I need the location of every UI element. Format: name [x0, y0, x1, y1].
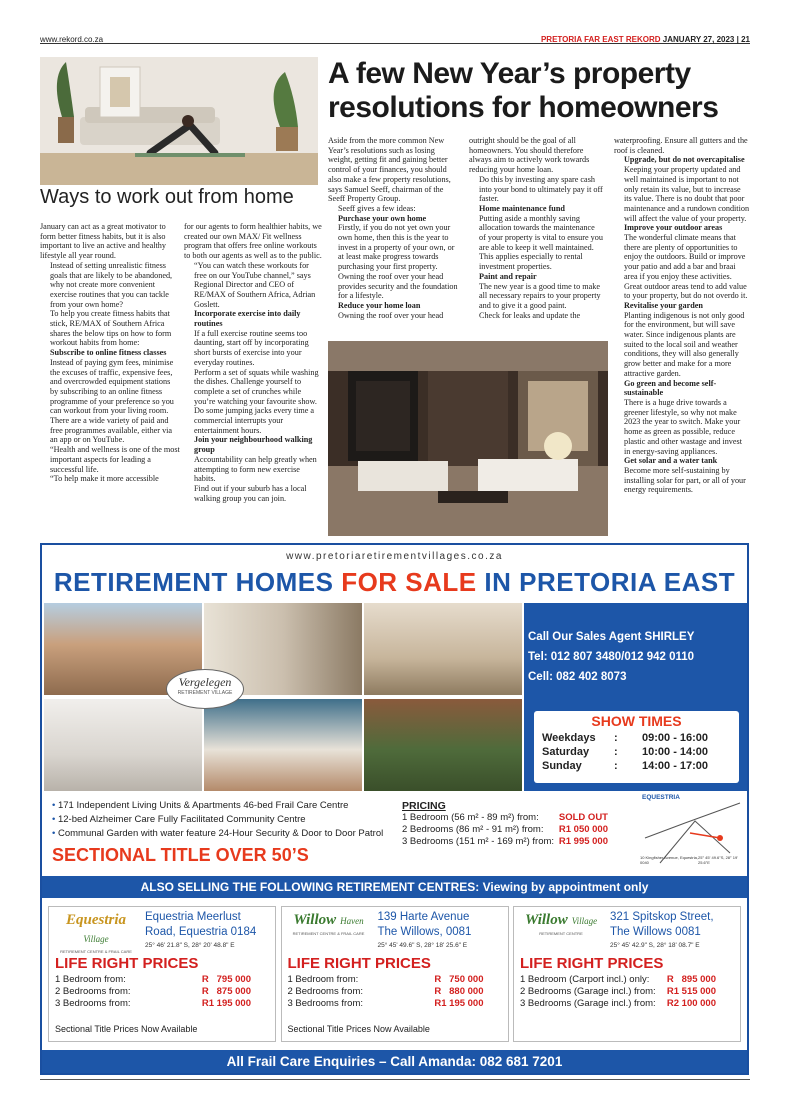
centre-price-label: 3 Bedrooms from: [55, 998, 131, 1009]
subheading: Purchase your own home [338, 213, 427, 223]
centre-card [513, 906, 741, 1042]
right-article-col2 [469, 136, 603, 336]
frail-care-footer: All Frail Care Enquiries – Call Amanda: 082 681 7201 [42, 1050, 747, 1073]
subheading: Upgrade, but do not overcapitalise [624, 155, 745, 165]
location-map [640, 793, 746, 869]
ad-photo-3 [364, 603, 522, 695]
centre-price-row [55, 974, 251, 986]
centre-price-value: R1 195 000 [201, 998, 251, 1009]
centre-price-value: R 880 000 [434, 986, 484, 997]
centre-note: Sectional Title Prices Now Available [55, 1024, 198, 1034]
site-url: www.rekord.co.za [40, 35, 104, 44]
paragraph: Owning the roof over your head [338, 310, 444, 320]
show-time-row [542, 745, 731, 759]
right-headline-line1: A few New Year’s property [328, 57, 691, 90]
ad-title-part3: IN PRETORIA EAST [476, 567, 736, 597]
subheading: Paint and repair [479, 271, 537, 281]
bullet-text: Communal Garden with water feature 24-Hour Security & Door to Door Patrol [57, 828, 384, 839]
logo-sub: RETIREMENT VILLAGE [177, 690, 233, 696]
show-day: Weekdays [542, 732, 596, 744]
subheading: Incorporate exercise into daily routines [194, 309, 301, 329]
centre-price-label: 1 Bedroom from: [55, 974, 126, 985]
feature-bullets [52, 799, 402, 841]
vergelegen-logo [166, 669, 244, 709]
paragraph: Do this by investing any spare cash into your bond to ultimately pay it off faster. [479, 174, 603, 204]
bullet-text: 171 Independent Living Units & Apartments 46-bed Frail Care Centre [57, 800, 349, 811]
show-times-box [534, 711, 739, 783]
centre-price-label: 3 Bedrooms (Garage incl.) from: [520, 998, 656, 1009]
centre-logo [288, 911, 370, 947]
centre-name-line1: Equestria Meerlust [145, 911, 241, 923]
paragraph: waterproofing. Ensure all gutters and the roof is cleaned. [614, 136, 748, 155]
contact-panel [524, 603, 747, 791]
yoga-photo [40, 57, 318, 185]
subheading: Join your neighbourhood walking group [194, 435, 313, 455]
logo-name: Vergelegen [178, 675, 232, 689]
bullet-dot: • [52, 800, 58, 811]
show-times-list [534, 729, 739, 775]
pricing-label: 1 Bedroom (56 m² - 89 m²) from: [402, 812, 539, 823]
centre-name-line1: 321 Spitskop Street, [610, 911, 714, 923]
paragraph: Do some jumping jacks every time a commercial interrupts your entertainment hours. [194, 406, 315, 435]
left-headline: Ways to work out from home [40, 186, 294, 208]
page-info [541, 35, 750, 44]
subheading: Reduce your home loan [338, 300, 421, 310]
centre-logo-tag: RETIREMENT CENTRE [539, 931, 583, 936]
paragraph: There are a wide variety of paid and free programmes available, either via an app or on YouTube. [50, 416, 173, 445]
left-article-col1 [40, 222, 180, 542]
centre-price-label: 3 Bedrooms from: [287, 998, 363, 1009]
contact-tel[interactable]: Tel: 012 807 3480/012 942 0110 [528, 651, 695, 663]
ad-url[interactable]: www.pretoriaretirementvillages.co.za [286, 551, 503, 562]
paragraph: The new year is a good time to make all necessary repairs to your property and to give it a good paint. [479, 281, 601, 310]
paragraph: Find out if your suburb has a local walking group you can join. [194, 483, 307, 503]
bullet-dot: • [52, 814, 58, 825]
centre-logo-sub: Village [83, 934, 109, 944]
life-right-prices-heading: LIFE RIGHT PRICES [55, 955, 199, 972]
pricing-value: R1 995 000 [558, 836, 608, 847]
centre-card [281, 906, 509, 1042]
centre-price-label: 2 Bedrooms from: [55, 986, 131, 997]
centre-price-value: R 895 000 [666, 974, 716, 985]
paragraph: Accountability can help greatly when attempting to form new exercise habits. [194, 454, 317, 484]
right-article-col3 [614, 136, 750, 536]
life-right-prices-heading: LIFE RIGHT PRICES [520, 955, 664, 972]
map-coords: 25° 45' 49.6"S, 28° 19' 25.6"E [698, 855, 738, 865]
centre-price-row [55, 998, 251, 1010]
feature-bullet [52, 827, 402, 841]
show-time-row [542, 759, 731, 773]
paragraph: Perform a set of squats while washing the dishes. Challenge yourself to complete a set of crunches while you’re watching your favourite show. [194, 367, 319, 406]
bottom-rule [40, 1079, 750, 1080]
subheading: Go green and become self-sustainable [624, 378, 717, 398]
ad-photo-6 [364, 699, 522, 791]
show-time: 09:00 - 16:00 [642, 732, 709, 744]
centre-price-row [520, 974, 716, 986]
centre-coords: 25° 45' 42.9" S, 28° 18' 08.7" E [610, 942, 700, 949]
paragraph: January can act as a great motivator to form better fitness habits, but it is also important to live an active and healthy lifestyle all year round. [40, 222, 166, 261]
contact-line1: Call Our Sales Agent SHIRLEY [528, 631, 695, 643]
pricing-row [402, 836, 608, 848]
centre-price-value: R2 100 000 [666, 998, 716, 1009]
ad-title-highlight: FOR SALE [341, 567, 477, 597]
centre-price-row [288, 998, 484, 1010]
centre-coords: 25° 45' 49.6" S, 28° 18' 25.6" E [377, 942, 468, 949]
paragraph: Check for leaks and update the [479, 310, 581, 320]
centre-price-row [520, 986, 716, 998]
centre-price-rows [520, 974, 716, 1010]
right-headline-line2: resolutions for homeowners [328, 91, 719, 124]
right-headline [328, 57, 748, 125]
centre-logo-name: Willow [293, 912, 337, 928]
paragraph: Firstly, if you do not yet own your own home, then this is the year to invest in a property of your own, or at least make progress towards purchasing your first property. Owning the roof over your head provides security and the foundation for a lifestyle. [338, 223, 458, 301]
subheading: Get solar and a water tank [624, 456, 718, 466]
subheading: Revitalise your garden [624, 300, 703, 310]
show-day: Sunday [542, 760, 582, 772]
centre-price-row [520, 998, 716, 1010]
pricing-box [402, 800, 608, 848]
centre-price-value: R 795 000 [201, 974, 251, 985]
centre-logo-name: Willow [524, 912, 568, 928]
paragraph: If a full exercise routine seems too daunting, start off by incorporating short bursts of exercise into your everyday routines. [194, 328, 309, 367]
centre-price-value: R1 195 000 [434, 998, 484, 1009]
paragraph: “Health and wellness is one of the most important aspects for leading a successful life. [50, 445, 180, 474]
contact-cell[interactable]: Cell: 082 402 8073 [528, 671, 627, 683]
centre-name-line2: The Willows 0081 [610, 926, 701, 938]
centre-logo-sub: Village [571, 916, 598, 926]
centre-logo-tag: RETIREMENT CENTRE & FRAIL CARE [60, 949, 132, 954]
show-time-row [542, 731, 731, 745]
life-right-prices-heading: LIFE RIGHT PRICES [287, 955, 431, 972]
centre-logo [55, 911, 137, 954]
centre-name-line2: Road, Equestria 0184 [145, 926, 257, 938]
centre-price-rows [288, 974, 484, 1010]
yoga-illustration [40, 57, 318, 185]
pricing-row [402, 824, 608, 836]
also-selling-bar: ALSO SELLING THE FOLLOWING RETIREMENT CENTRES: Viewing by appointment only [42, 876, 747, 898]
publication-name: PRETORIA FAR EAST REKORD [540, 35, 661, 44]
centre-logo-tag: RETIREMENT CENTRE & FRAIL CARE [292, 931, 365, 936]
ad-photo-4 [44, 699, 202, 791]
centres-row [48, 906, 741, 1044]
show-sep: : [614, 746, 618, 758]
living-room-illustration [328, 341, 608, 536]
centre-coords: 25° 46' 21.8" S, 28° 20' 48.8" E [145, 942, 235, 949]
paragraph: Aside from the more common New Year’s resolutions such as losing weight, getting fit and gaining better control of your finances, you should also make a few property resolutions, says Samuel Seeff, chairman of the Seeff Property Group. [328, 136, 451, 204]
paragraph: Planting indigenous is not only good for the environment, but will save water. Since indigenous plants are suited to the local soil and weather conditions, they will also generally grow better and make for a more attractive garden. [624, 310, 745, 378]
centre-price-value: R 875 000 [201, 986, 251, 997]
centre-note: Sectional Title Prices Now Available [287, 1024, 430, 1034]
paragraph: To help you create fitness habits that stick, RE/MAX of Southern Africa shares the below tips on how to form workout habits from home: [50, 309, 172, 348]
subheading: Subscribe to online fitness classes [50, 348, 167, 358]
paragraph: There is a huge drive towards a greener lifestyle, so why not make 2023 the year to switch. Make your home as green as possible, reduce plastic and other wastage and invest in energy-saving appliances. [624, 397, 742, 456]
map-label: EQUESTRIA [642, 794, 680, 801]
separator: | [736, 35, 739, 44]
show-sep: : [614, 732, 618, 744]
centre-name-line2: The Willows, 0081 [377, 926, 472, 938]
pricing-rows [402, 812, 608, 848]
centre-price-label: 2 Bedrooms (Garage incl.) from: [520, 986, 656, 997]
show-times-title: SHOW TIMES [591, 713, 682, 729]
bullet-text: 12-bed Alzheimer Care Fully Facilitated Community Centre [57, 814, 306, 825]
pricing-label: 3 Bedrooms (151 m² - 169 m²) from: [402, 836, 555, 847]
pricing-row [402, 812, 608, 824]
retirement-advert [40, 543, 749, 1075]
centre-price-label: 1 Bedroom from: [287, 974, 359, 985]
show-time: 10:00 - 14:00 [642, 746, 709, 758]
subheading: Home maintenance fund [479, 203, 565, 213]
pricing-title: PRICING [402, 800, 446, 812]
issue-date: JANUARY 27, 2023 [662, 35, 735, 44]
paragraph: Instead of paying gym fees, minimise the excuses of traffic, expensive fees, and overcrowded equipment stations by subscribing to an online fitness programme of your preference so you can workout from your living room. [50, 357, 174, 416]
centre-price-row [288, 974, 484, 986]
paragraph: for our agents to form healthier habits, we created our own MAX/ Fit wellness program that offers free online workouts to both our agents as well as to the public. [184, 222, 322, 261]
sectional-title: SECTIONAL TITLE OVER 50’S [52, 845, 309, 865]
centre-price-value: R1 515 000 [666, 986, 716, 997]
centre-price-value: R 750 000 [434, 974, 484, 985]
centre-price-label: 2 Bedrooms from: [287, 986, 363, 997]
feature-bullet [52, 813, 402, 827]
subheading: Improve your outdoor areas [624, 223, 723, 233]
paragraph: Putting aside a monthly saving allocation towards the maintenance of your property is vital to ensure you are able to keep it well maintained. This applies especially to rental investment properties. [479, 213, 603, 272]
centre-price-row [288, 986, 484, 998]
paragraph: The wonderful climate means that there are plenty of opportunities to enjoy the outdoors. Build or improve your patio and add a bar and braai area if you enjoy these activities. Great outdoor areas tend to add value to your property, but do not overdo it. [624, 233, 748, 301]
ad-title-part1: RETIREMENT HOMES [53, 567, 342, 597]
centre-logo-name: Equestria [65, 912, 126, 928]
living-room-photo [328, 341, 608, 536]
feature-bullet [52, 799, 402, 813]
centre-logo [520, 911, 602, 947]
bullet-dot: • [52, 828, 58, 839]
show-day: Saturday [542, 746, 590, 758]
paragraph: Keeping your property updated and well maintained is important to not only retain its value, but to increase its value. There is no doubt that poor maintenance and a rundown condition will affect the value of your property. [624, 165, 750, 223]
ad-title [42, 567, 747, 598]
paragraph: “To help make it more accessible [50, 474, 159, 484]
centre-card [48, 906, 276, 1042]
centre-name-line1: 139 Harte Avenue [377, 911, 470, 923]
centre-logo-sub: Haven [340, 916, 364, 926]
show-time: 14:00 - 17:00 [642, 760, 709, 772]
ad-photo-5 [204, 699, 362, 791]
centre-price-label: 1 Bedroom (Carport incl.) only: [520, 974, 650, 985]
paragraph: Instead of setting unrealistic fitness goals that are likely to be abandoned, why not create more convenient exercise routines that you can tackle from your own home? [50, 260, 173, 309]
page-number: 21 [741, 35, 750, 44]
pricing-value: SOLD OUT [558, 812, 608, 823]
paragraph: Seeff gives a few ideas: [338, 203, 416, 213]
pricing-value: R1 050 000 [558, 824, 608, 835]
pricing-label: 2 Bedrooms (86 m² - 91 m²) from: [402, 824, 544, 835]
left-article-col2 [184, 222, 322, 542]
map-address: 10 Kingfisher Avenue, Equestria, 0040 [640, 855, 698, 865]
right-article-col1 [328, 136, 460, 336]
centre-price-rows [55, 974, 251, 1010]
show-sep: : [614, 760, 618, 772]
centre-price-row [55, 986, 251, 998]
paragraph: Become more self-sustaining by installing solar for part, or all of your energy requirements. [624, 465, 746, 495]
paragraph: outright should be the goal of all homeowners. You should therefore always aim to actively work towards reducing your home loan. [469, 136, 590, 175]
page-header [40, 0, 750, 44]
paragraph: “You can watch these workouts for free on our YouTube channel,” says Regional Director and CEO of RE/MAX of Southern Africa, Adrian Goslett. [194, 260, 316, 309]
